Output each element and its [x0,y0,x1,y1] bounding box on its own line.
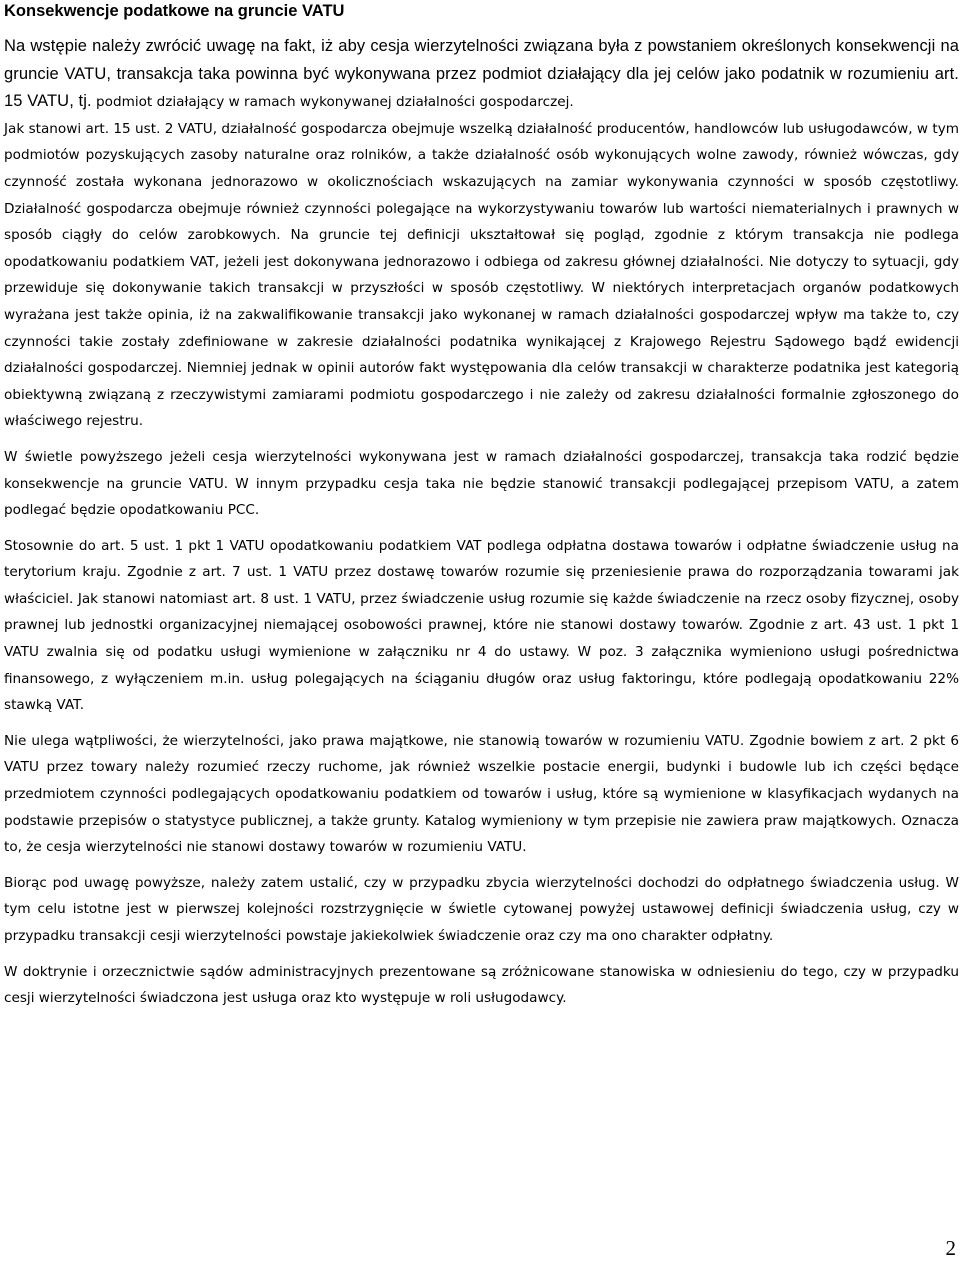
page-number: 2 [945,1236,956,1260]
paragraph-intro [4,33,959,116]
paragraph-consequences: W świetle powyższego jeżeli cesja wierzytelności wykonywana jest w ramach działalności gospodarczej, transakcja taka rodzić będzie konsekwencje na gruncie VATU. W innym przypadku cesja taka nie będzie stanowić transakcji podlegającej przepisom VATU, a zatem podlegać będzie opodatkowaniu PCC. [4,448,959,519]
paragraph-goods-definition: Nie ulega wątpliwości, że wierzytelności, jako prawa majątkowe, nie stanowią towarów w rozumieniu VATU. Zgodnie bowiem z art. 2 pkt 6 VATU przez towary należy rozumieć rzeczy ruchome, jak również wszelkie postacie energii, budynki i budowle lub ich części będące przedmiotem czynności podlegających opodatkowaniu podatkiem od towarów i usług, które są wymienione w klasyfikacjach wydanych na podstawie przepisów o statystyce publicznej, a także grunty. Katalog wymieniony w tym przepisie nie zawiera praw majątkowych. Oznacza to, że cesja wierzytelności nie stanowi dostawy towarów w rozumieniu VATU. [4,732,959,856]
paragraph-services-question: Biorąc pod uwagę powyższe, należy zatem ustalić, czy w przypadku zbycia wierzytelności dochodzi do odpłatnego świadczenia usług. W tym celu istotne jest w pierwszej kolejności rozstrzygnięcie w świetle cytowanej powyżej ustawowej definicji świadczenia usług, czy w przypadku transakcji cesji wierzytelności powstaje jakiekolwiek świadczenie oraz czy ma ono charakter odpłatny. [4,874,959,944]
paragraph-intro-tail: podmiot działający w ramach wykonywanej działalności gospodarczej. [91,94,574,111]
section-heading: Konsekwencje podatkowe na gruncie VATU [4,2,345,20]
paragraph-intro-lead: Na wstępie należy zwrócić uwagę na fakt, iż aby cesja wierzytelności związana była z powstaniem określonych konsekwencji na gruncie VATU, transakcja taka powinna być wykonywana przez podmiot działający dla jej celów jako podatnik w rozumieniu art. 15 VATU, tj. [4,37,959,111]
paragraph-doctrine: W doktrynie i orzecznictwie sądów administracyjnych prezentowane są zróżnicowane stanowiska w odniesieniu do tego, czy w przypadku cesji wierzytelności świadczona jest usługa oraz kto występuje w roli usługodawcy. [4,963,959,1007]
document-page [4,0,959,1021]
paragraph-taxation-scope: Stosownie do art. 5 ust. 1 pkt 1 VATU opodatkowaniu podatkiem VAT podlega odpłatna dostawa towarów i odpłatne świadczenie usług na terytorium kraju. Zgodnie z art. 7 ust. 1 VATU przez dostawę towarów rozumie się przeniesienie prawa do rozporządzania towarami jak właściciel. Jak stanowi natomiast art. 8 ust. 1 VATU, przez świadczenie usług rozumie się każde świadczenie na rzecz osoby fizycznej, osoby prawnej lub jednostki organizacyjnej niemającej osobowości prawnej, które nie stanowi dostawy towarów. Zgodnie z art. 43 ust. 1 pkt 1 VATU zwalnia się od podatku usługi wymienione w załączniku nr 4 do ustawy. W poz. 3 załącznika wymieniono usługi pośrednictwa finansowego, z wyłączeniem m.in. usług polegających na ściąganiu długów oraz usług faktoringu, które podlegają opodatkowaniu 22% stawką VAT. [4,537,959,714]
paragraph-business-activity: Jak stanowi art. 15 ust. 2 VATU, działalność gospodarcza obejmuje wszelką działalność producentów, handlowców lub usługodawców, w tym podmiotów pozyskujących zasoby naturalne oraz rolników, a także działalność osób wykonujących wolne zawody, również wówczas, gdy czynność została wykonana jednorazowo w okolicznościach wskazujących na zamiar wykonywania czynności w sposób częstotliwy. Działalność gospodarcza obejmuje również czynności polegające na wykorzystywaniu towarów lub wartości niematerialnych i prawnych w sposób ciągły do celów zarobkowych. Na gruncie tej definicji ukształtował się pogląd, zgodnie z którym transakcja nie podlega opodatkowaniu podatkiem VAT, jeżeli jest dokonywana jednorazowo i odbiega od zakresu głównej działalności. Nie dotyczy to sytuacji, gdy przewiduje się dokonywanie takich transakcji w przyszłości w sposób częstotliwy. W niektórych interpretacjach organów podatkowych wyrażana jest także opinia, iż na zakwalifikowanie transakcji jako wykonanej w ramach działalności gospodarczej wpływ ma także to, czy czynności takie zostały zdefiniowane w zakresie działalności podatnika wynikającej z Krajowego Rejestru Sądowego bądź ewidencji działalności gospodarczej. Niemniej jednak w opinii autorów fakt występowania dla celów transakcji w charakterze podatnika jest kategorią obiektywną związaną z rzeczywistymi zamiarami podmiotu gospodarczego i nie zależy od zakresu działalności formalnie zgłoszonego do właściwego rejestru. [4,120,959,430]
